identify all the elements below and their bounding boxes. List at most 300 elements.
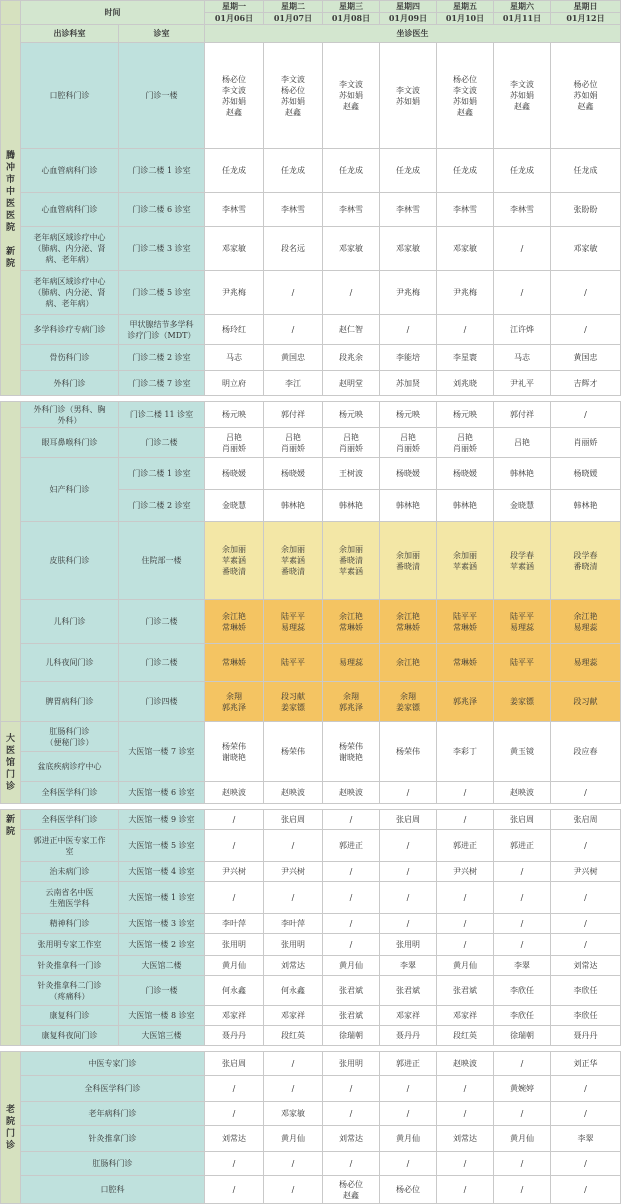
room-cell: 门诊二楼 5 诊室 (119, 271, 205, 315)
doctor-cell: 杨元映 (205, 402, 264, 428)
doctor-cell: 黄月仙 (380, 1126, 437, 1152)
date-header: 01月08日 (323, 13, 380, 25)
doctor-cell: / (323, 1076, 380, 1102)
doctor-cell: 吕艳 肖丽娇 (323, 428, 380, 458)
doctor-cell: 陆平平 常琳娇 (437, 600, 494, 644)
room-cell: 门诊二楼 11 诊室 (119, 402, 205, 428)
doctor-cell: 王树波 (323, 458, 380, 490)
doctor-cell: 张启周 (264, 810, 323, 830)
doctor-cell: 李彩丁 (437, 722, 494, 782)
doctor-cell: 郭付祥 (264, 402, 323, 428)
doctor-cell: 陆平平 易理蕊 (264, 600, 323, 644)
doctor-cell: / (551, 1076, 621, 1102)
doctor-cell: 赵映波 (264, 782, 323, 804)
table-row (1, 25, 621, 43)
table-row (1, 782, 621, 804)
doctor-cell: 李林雪 (380, 193, 437, 227)
doctor-cell: / (494, 1152, 551, 1176)
doctor-cell: 李文波 苏如娟 赵鑫 (323, 43, 380, 149)
doctor-cell: 郭进正 (380, 1052, 437, 1076)
doctor-cell: 金晓慧 (205, 490, 264, 522)
doctor-cell: 邓家祥 (437, 1006, 494, 1026)
doctor-cell: 黄月仙 (494, 1126, 551, 1152)
weekday-header: 星期三 (323, 1, 380, 13)
doctor-cell: 杨必位 (380, 1176, 437, 1204)
doctor-cell: / (380, 1152, 437, 1176)
doctor-cell: / (494, 1052, 551, 1076)
doctor-cell: / (551, 830, 621, 862)
doctor-cell: 段红英 (264, 1026, 323, 1046)
doctor-cell: 杨必位 苏如娟 赵鑫 (551, 43, 621, 149)
doctor-cell: 余加丽 番晓清 苹素涵 (323, 522, 380, 600)
doctor-cell: 任龙成 (551, 149, 621, 193)
doctor-cell: 任龙成 (494, 149, 551, 193)
doctor-cell: / (437, 810, 494, 830)
doctor-cell: / (380, 782, 437, 804)
doctor-cell: 黄月仙 (264, 1126, 323, 1152)
section-label-new-campus: 腾 冲 市 中 医 医 院 新 院 (1, 25, 21, 396)
doctor-cell: 张启周 (551, 810, 621, 830)
table-row (1, 428, 621, 458)
doctor-cell: / (380, 830, 437, 862)
table-row (1, 227, 621, 271)
doctor-cell: 马志 (205, 345, 264, 371)
room-cell: 大医馆一楼 1 诊室 (119, 882, 205, 914)
table-row (1, 934, 621, 956)
doctor-cell: 聂丹丹 (551, 1026, 621, 1046)
doctor-cell: 陆平平 易理蕊 (494, 600, 551, 644)
room-cell: 门诊二楼 (119, 428, 205, 458)
doctor-cell: 赵仁智 (323, 315, 380, 345)
doctor-cell: 杨元映 (323, 402, 380, 428)
doctor-cell: 韩林艳 (437, 490, 494, 522)
doctor-cell: 张盼盼 (551, 193, 621, 227)
room-cell: 门诊二楼 7 诊室 (119, 371, 205, 396)
doctor-cell: / (323, 271, 380, 315)
doctor-cell: 任龙成 (437, 149, 494, 193)
doctor-cell: 刘常达 (205, 1126, 264, 1152)
doctor-cell: 姜家镖 (494, 682, 551, 722)
doctor-cell: / (551, 1152, 621, 1176)
doctor-cell: 杨必位 赵鑫 (323, 1176, 380, 1204)
table-row (1, 1052, 621, 1076)
doctor-cell: 尹兆梅 (205, 271, 264, 315)
doctor-cell: 张启周 (494, 810, 551, 830)
dept-col-header: 出诊科室 (21, 25, 119, 43)
room-cell: 门诊二楼 1 诊室 (119, 149, 205, 193)
doctor-cell: / (551, 271, 621, 315)
dept-cell: 针灸推拿科一门诊 (21, 956, 119, 976)
dept-cell: 全科医学科门诊 (21, 810, 119, 830)
doctor-cell: 张用明 (380, 934, 437, 956)
section-label-clinic-hall: 大 医 馆 门 诊 (1, 722, 21, 804)
table-row (1, 149, 621, 193)
table-row (1, 371, 621, 396)
doctor-cell: 杨晓媛 (380, 458, 437, 490)
doctor-cell: 李林雪 (323, 193, 380, 227)
doctor-cell: 张用明 (264, 934, 323, 956)
table-row (1, 315, 621, 345)
doctor-cell: / (380, 315, 437, 345)
doctor-cell: 李翠 (551, 1126, 621, 1152)
doctor-cell: / (494, 862, 551, 882)
doctor-cell: / (323, 810, 380, 830)
doctor-cell: 韩林艳 (323, 490, 380, 522)
dept-cell: 郭进正中医专家工作 室 (21, 830, 119, 862)
room-cell: 大医馆一楼 5 诊室 (119, 830, 205, 862)
doctor-cell: / (437, 1152, 494, 1176)
doctor-cell: / (205, 882, 264, 914)
doctor-cell: 余江艳 易理蕊 (551, 600, 621, 644)
doctor-cell: / (551, 315, 621, 345)
doctor-cell: 段习献 姜家镖 (264, 682, 323, 722)
dept-cell: 眼耳鼻喉科门诊 (21, 428, 119, 458)
room-cell: 门诊二楼 1 诊室 (119, 458, 205, 490)
doctor-cell: / (264, 1152, 323, 1176)
doctor-cell: 黄月仙 (323, 956, 380, 976)
doctor-cell: / (380, 914, 437, 934)
dept-cell: 张用明专家工作室 (21, 934, 119, 956)
dept-cell: 老年病区域诊疗中心 （肺病、内分泌、肾 病、老年病） (21, 227, 119, 271)
doctor-cell: / (205, 1076, 264, 1102)
doctor-cell: 段学春 番晓清 (551, 522, 621, 600)
room-cell: 大医馆一楼 8 诊室 (119, 1006, 205, 1026)
doctor-cell: / (494, 914, 551, 934)
doctor-cell: 刘常达 (323, 1126, 380, 1152)
table-row (1, 1026, 621, 1046)
doctor-cell: 张君斌 (380, 976, 437, 1006)
doctor-cell: 吉辉才 (551, 371, 621, 396)
room-cell: 门诊二楼 (119, 600, 205, 644)
doctor-cell: 马志 (494, 345, 551, 371)
weekday-header: 星期二 (264, 1, 323, 13)
doctor-cell: 江许烨 (494, 315, 551, 345)
doctor-cell: / (380, 1076, 437, 1102)
doctor-cell: 余加丽 番晓清 (380, 522, 437, 600)
dept-cell: 康复科夜间门诊 (21, 1026, 119, 1046)
dept-cell: 治未病门诊 (21, 862, 119, 882)
dept-cell: 口腔科 (21, 1176, 205, 1204)
doctor-cell: 刘兆晓 (437, 371, 494, 396)
doctor-cell: 杨必位 李文波 苏如娟 赵鑫 (437, 43, 494, 149)
doctor-cell: 杨必位 李文波 苏如娟 赵鑫 (205, 43, 264, 149)
doctor-cell: 李叶萍 (264, 914, 323, 934)
doctor-cell: 吕艳 肖丽娇 (437, 428, 494, 458)
doctor-cell: 陆平平 (264, 644, 323, 682)
doctor-cell: 邓家敏 (380, 227, 437, 271)
doctor-cell: / (551, 882, 621, 914)
section-label-blank (1, 402, 21, 722)
doctor-cell: / (551, 1102, 621, 1126)
doctor-cell: 尹兴树 (551, 862, 621, 882)
doctor-cell: 何永鑫 (264, 976, 323, 1006)
doctor-cell: 赵明堂 (323, 371, 380, 396)
dept-cell: 儿科门诊 (21, 600, 119, 644)
doctor-cell: 尹礼平 (494, 371, 551, 396)
doctor-cell: / (437, 1102, 494, 1126)
doctor-cell: / (264, 830, 323, 862)
doctor-cell: / (494, 882, 551, 914)
doctor-cell: 李欣任 (551, 1006, 621, 1026)
doctor-cell: 黄玉镜 (494, 722, 551, 782)
table-row (1, 830, 621, 862)
doctor-cell: 黄国忠 (264, 345, 323, 371)
doctor-cell: 黄国忠 (551, 345, 621, 371)
doctor-cell: / (437, 882, 494, 914)
doctor-cell: 韩林艳 (380, 490, 437, 522)
dept-cell: 心血管病科门诊 (21, 193, 119, 227)
doctor-cell: / (205, 1152, 264, 1176)
room-cell: 门诊一楼 (119, 976, 205, 1006)
date-header: 01月06日 (205, 13, 264, 25)
table-row (1, 345, 621, 371)
doctor-cell: 李文波 苏如娟 赵鑫 (494, 43, 551, 149)
doctor-cell: 邓家敏 (264, 1102, 323, 1126)
doctor-cell: 任龙成 (264, 149, 323, 193)
doctor-cell: 李林雪 (205, 193, 264, 227)
doctor-cell: 尹兴树 (264, 862, 323, 882)
doctor-cell: 张用明 (323, 1052, 380, 1076)
doctor-cell: 余江艳 常琳娇 (380, 600, 437, 644)
doctor-cell: 黄婉婷 (494, 1076, 551, 1102)
time-header: 时间 (21, 1, 205, 25)
doctor-cell: 李翠 (380, 956, 437, 976)
doctor-cell: 李林雪 (437, 193, 494, 227)
doctor-cell: 赵映波 (323, 782, 380, 804)
doctor-cell: / (494, 1176, 551, 1204)
doctor-cell: 张启周 (205, 1052, 264, 1076)
doctor-cell: 郭兆泽 (437, 682, 494, 722)
table-row (1, 402, 621, 428)
doctor-cell: / (323, 882, 380, 914)
doctor-cell: 李文波 杨必位 苏如娟 赵鑫 (264, 43, 323, 149)
doctor-cell: 韩林艳 (551, 490, 621, 522)
doctor-cell: 吕艳 肖丽娇 (205, 428, 264, 458)
room-cell: 门诊二楼 2 诊室 (119, 345, 205, 371)
dept-cell: 盆底疾病诊疗中心 (21, 752, 119, 782)
doctor-cell: 任龙成 (323, 149, 380, 193)
doctor-cell: 刘常达 (264, 956, 323, 976)
doctor-cell: 余翔 郭兆泽 (323, 682, 380, 722)
doctor-cell: / (494, 934, 551, 956)
room-cell: 门诊二楼 3 诊室 (119, 227, 205, 271)
table-row (1, 862, 621, 882)
doctor-cell: 李林雪 (264, 193, 323, 227)
room-cell: 门诊二楼 (119, 644, 205, 682)
section-label-new-campus-2: 新 院 (1, 810, 21, 1046)
doctor-cell: / (551, 1176, 621, 1204)
dept-cell: 皮肤科门诊 (21, 522, 119, 600)
room-cell: 住院部一楼 (119, 522, 205, 600)
doctor-cell: / (437, 1176, 494, 1204)
room-cell: 甲状腺结节多学科 诊疗门诊（MDT） (119, 315, 205, 345)
doctor-cell: 金晓慧 (494, 490, 551, 522)
doctor-cell: 余加丽 苹素涵 番晓清 (205, 522, 264, 600)
room-cell: 大医馆三楼 (119, 1026, 205, 1046)
doctor-cell: / (205, 1102, 264, 1126)
doctor-cell: 常琳娇 (205, 644, 264, 682)
doctor-cell: 李文波 苏如娟 (380, 43, 437, 149)
room-cell: 门诊二楼 2 诊室 (119, 490, 205, 522)
doctor-cell: 郭进正 (437, 830, 494, 862)
doctor-cell: / (551, 914, 621, 934)
dept-cell: 外科门诊 (21, 371, 119, 396)
room-cell: 大医馆一楼 9 诊室 (119, 810, 205, 830)
weekday-header: 星期日 (551, 1, 621, 13)
doctor-cell: / (380, 882, 437, 914)
doctor-cell: / (323, 1152, 380, 1176)
doctor-cell: 段习献 (551, 682, 621, 722)
doctor-cell: 张启周 (380, 810, 437, 830)
dept-cell: 外科门诊（男科、胸 外科） (21, 402, 119, 428)
doctor-cell: 易理蕊 (551, 644, 621, 682)
doctor-cell: / (437, 934, 494, 956)
doctor-cell: 杨晓媛 (264, 458, 323, 490)
doctor-cell: / (264, 1076, 323, 1102)
table-row (1, 1076, 621, 1102)
doctor-cell: / (323, 934, 380, 956)
doctor-cell: 任龙成 (380, 149, 437, 193)
doctor-cell: / (264, 1176, 323, 1204)
doctor-cell: 肖丽娇 (551, 428, 621, 458)
table-row (1, 1176, 621, 1204)
table-row (1, 1102, 621, 1126)
doctor-cell: 杨荣伟 谢晓艳 (205, 722, 264, 782)
doctor-cell: 尹兆梅 (437, 271, 494, 315)
doctor-cell: 黄月仙 (205, 956, 264, 976)
doctor-cell: 余加丽 苹素涵 番晓清 (264, 522, 323, 600)
doctor-cell: / (437, 1076, 494, 1102)
table-row (1, 522, 621, 600)
doctor-cell: / (323, 1102, 380, 1126)
doctor-cell: / (205, 1176, 264, 1204)
doctor-cell: 聂丹丹 (205, 1026, 264, 1046)
table-row (1, 644, 621, 682)
weekday-header: 星期五 (437, 1, 494, 13)
table-row (1, 682, 621, 722)
doctor-cell: 杨玲红 (205, 315, 264, 345)
doctor-cell: 杨荣伟 (380, 722, 437, 782)
doctor-cell: 邓家敏 (551, 227, 621, 271)
doctor-cell: 李星寰 (437, 345, 494, 371)
doctor-cell: 段兆余 (323, 345, 380, 371)
weekday-header: 星期四 (380, 1, 437, 13)
doctor-cell: 赵映波 (494, 782, 551, 804)
doctor-cell: 尹兆梅 (380, 271, 437, 315)
doctor-cell: / (323, 862, 380, 882)
weekday-header: 星期六 (494, 1, 551, 13)
doctor-cell: 段学春 苹素涵 (494, 522, 551, 600)
doctor-cell: 尹兴树 (437, 862, 494, 882)
doctor-cell: 邓家敏 (437, 227, 494, 271)
doctor-cell: 李欣任 (494, 976, 551, 1006)
date-header: 01月07日 (264, 13, 323, 25)
doctor-cell: 吕艳 肖丽娇 (380, 428, 437, 458)
doctor-cell: / (494, 271, 551, 315)
dept-cell: 儿科夜间门诊 (21, 644, 119, 682)
doctor-cell: 张君斌 (437, 976, 494, 1006)
doctor-cell: 杨晓媛 (205, 458, 264, 490)
doctor-cell: / (437, 315, 494, 345)
doctor-cell: 邓家敏 (205, 227, 264, 271)
date-header: 01月09日 (380, 13, 437, 25)
doctor-cell: 赵映波 (205, 782, 264, 804)
doctor-cell: 聂丹丹 (380, 1026, 437, 1046)
doctor-cell: 杨元映 (437, 402, 494, 428)
doctor-cell: 郭进正 (494, 830, 551, 862)
doctor-cell: / (551, 402, 621, 428)
table-row (1, 1, 621, 13)
dept-cell: 全科医学科门诊 (21, 1076, 205, 1102)
doctor-cell: 李欣任 (494, 1006, 551, 1026)
dept-cell: 针灸推拿科二门诊 （疼痛科） (21, 976, 119, 1006)
dept-cell: 多学科诊疗专病门诊 (21, 315, 119, 345)
doctor-cell: 段应春 (551, 722, 621, 782)
corner-cell (1, 1, 21, 25)
doctor-cell: 尹兴树 (205, 862, 264, 882)
room-cell: 大医馆二楼 (119, 956, 205, 976)
doctor-cell: 陆平平 (494, 644, 551, 682)
doctor-cell: 杨晓媛 (551, 458, 621, 490)
room-cell: 大医馆一楼 6 诊室 (119, 782, 205, 804)
doctor-cell: / (494, 1102, 551, 1126)
doctor-cell: 段名远 (264, 227, 323, 271)
dept-cell: 心血管病科门诊 (21, 149, 119, 193)
table-row (1, 914, 621, 934)
doctor-cell: 段红英 (437, 1026, 494, 1046)
doctor-cell: / (551, 782, 621, 804)
doctor-cell: 徐瑞朝 (494, 1026, 551, 1046)
table-row (1, 458, 621, 490)
dept-cell: 全科医学科门诊 (21, 782, 119, 804)
doctor-cell: 苏加贤 (380, 371, 437, 396)
dept-cell: 肛肠科门诊 (21, 1152, 205, 1176)
doctor-cell: 刘常达 (551, 956, 621, 976)
doctor-cell: 余翔 郭兆泽 (205, 682, 264, 722)
doctor-cell: 郭进正 (323, 830, 380, 862)
table-row (1, 600, 621, 644)
dept-cell: 康复科门诊 (21, 1006, 119, 1026)
doctor-cell: / (437, 914, 494, 934)
doctor-cell: 韩林艳 (264, 490, 323, 522)
doctor-cell: / (264, 315, 323, 345)
dept-cell: 云南省名中医 生殖医学科 (21, 882, 119, 914)
date-header: 01月10日 (437, 13, 494, 25)
weekday-header: 星期一 (205, 1, 264, 13)
doctor-cell: / (205, 830, 264, 862)
doctor-cell: / (380, 1102, 437, 1126)
table-row (1, 810, 621, 830)
doctor-cell: / (323, 914, 380, 934)
dept-cell: 针灸推拿门诊 (21, 1126, 205, 1152)
room-cell: 大医馆一楼 2 诊室 (119, 934, 205, 956)
doctor-cell: 徐瑞朝 (323, 1026, 380, 1046)
doctor-cell: 余江艳 常琳娇 (205, 600, 264, 644)
dept-cell: 肛肠科门诊 （便秘门诊） (21, 722, 119, 752)
doctor-cell: 易理蕊 (323, 644, 380, 682)
doctor-cell: 李翠 (494, 956, 551, 976)
date-header: 01月11日 (494, 13, 551, 25)
dept-cell: 脾胃病科门诊 (21, 682, 119, 722)
room-col-header: 诊室 (119, 25, 205, 43)
doctor-cell: 李欣任 (551, 976, 621, 1006)
table-row (1, 1006, 621, 1026)
doctor-cell: 余翔 姜家镖 (380, 682, 437, 722)
room-cell: 大医馆一楼 3 诊室 (119, 914, 205, 934)
doctor-cell: 邓家祥 (205, 1006, 264, 1026)
doctor-cell: 黄月仙 (437, 956, 494, 976)
doctor-cell: / (264, 271, 323, 315)
